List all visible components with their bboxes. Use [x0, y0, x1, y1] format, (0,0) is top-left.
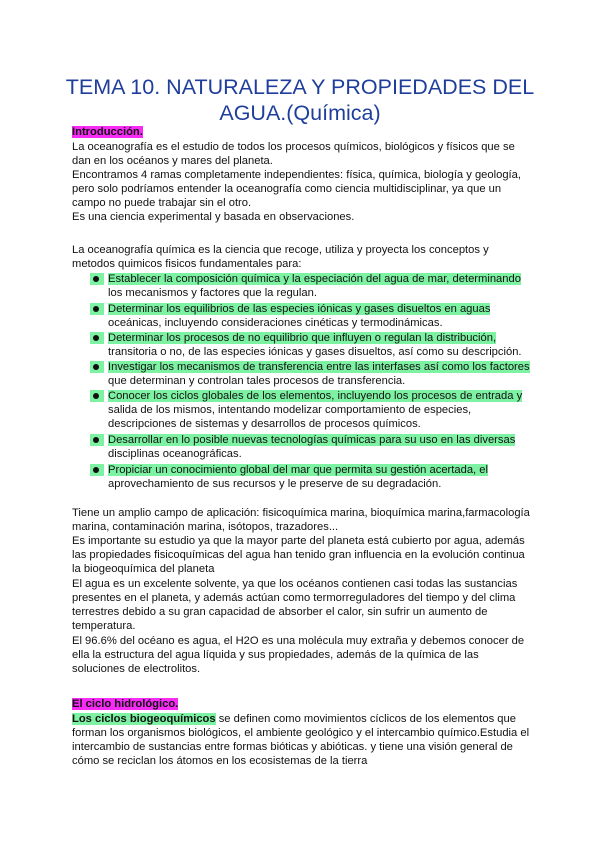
bullet-dot [90, 361, 104, 373]
page-title [60, 74, 540, 126]
section-heading-introduccion: Introducción. [72, 126, 143, 138]
intro-line: campo no puede trabajar sin el otro. [72, 197, 252, 209]
bullet-line: Desarrollar en lo posible nuevas tecnologías químicas para su uso en las diversas [108, 434, 516, 446]
ciclo-line: forman los organismos biológicos, el ambiente geológico y el intercambio químico.Estudia el [72, 727, 530, 739]
body-line: El agua es un excelente solvente, ya que los océanos contienen casi todas las sustancias [72, 578, 518, 590]
bullet-dot [90, 273, 104, 285]
bullet-line: los mecanismos y factores que la regulan. [108, 287, 317, 299]
para2-line: metodos quimicos fisicos fundamentales para: [72, 258, 302, 270]
body-line: marina, contaminación marina, isótopos, trazadores... [72, 521, 339, 533]
bullet-line: aprovechamiento de sus recursos y le preserve de su degradación. [108, 478, 442, 490]
bullet-line: disciplinas oceanográficas. [108, 448, 242, 460]
body-line: la biogeoquímica del planeta [72, 563, 215, 575]
bullet-line: Determinar los procesos de no equilibrio que influyen o regulan la distribución, [108, 332, 497, 344]
bullet-line: que determinan y controlan tales procesos de transferencia. [108, 375, 406, 387]
body-line: las propiedades fisicoquímicas del agua han tenido gran influencia en la evolución continua [72, 549, 525, 561]
body-line: presentes en el planeta, y además actúan como termorreguladores del tiempo y del clima [72, 592, 516, 604]
body-line: temperatura. [72, 620, 136, 632]
bullet-dot [90, 464, 104, 476]
body-line: El 96.6% del océano es agua, el H2O es una molécula muy extraña y debemos conocer de [72, 635, 525, 647]
body-line: terrestres debido a su gran capacidad de absorber el calor, sin sufrir un aumento de [72, 606, 488, 618]
intro-line: Encontramos 4 ramas completamente independientes: física, química, biología y geología, [72, 169, 521, 181]
title-line-2: AGUA.(Química) [219, 101, 381, 125]
body-line: Tiene un amplio campo de aplicación: fisicoquímica marina, bioquímica marina,farmacología [72, 507, 530, 519]
body-line: Es importante su estudio ya que la mayor parte del planeta está cubierto por agua, además [72, 535, 525, 547]
intro-line: La oceanografía es el estudio de todos los procesos químicos, biológicos y físicos que se [72, 141, 515, 153]
bullet-dot [90, 332, 104, 344]
bullet-line: oceánicas, incluyendo consideraciones cinéticas y termodinámicas. [108, 317, 443, 329]
bullet-line: Establecer la composición química y la especiación del agua de mar, determinando [108, 273, 521, 285]
ciclo-first-line: Los ciclos biogeoquímicos se definen como movimientos cíclicos de los elementos que [72, 713, 516, 725]
title-line-1: TEMA 10. NATURALEZA Y PROPIEDADES DEL [65, 75, 535, 99]
bullet-line: Investigar los mecanismos de transferencia entre las interfases así como los factores [108, 361, 530, 373]
bullet-line: Conocer los ciclos globales de los elementos, incluyendo los procesos de entrada y [108, 390, 523, 402]
bullet-line: salida de los mismos, intentando modelizar comportamiento de especies, [108, 404, 472, 416]
ciclo-line: intercambio de sustancias entre formas bióticas y abióticas. y tiene una visión general de [72, 741, 513, 753]
intro-line: dan en los océanos y mares del planeta. [72, 155, 273, 167]
bullet-line: descripciones de sistemas y desarrollos de procesos químicos. [108, 418, 421, 430]
bullet-line: Determinar los equilibrios de las especies iónicas y gases disueltos en aguas [108, 303, 491, 315]
bullet-line: transitoria o no, de las especies iónicas y gases disueltos, así como su descripción. [108, 346, 522, 358]
para2-line: La oceanografía química es la ciencia que recoge, utiliza y proyecta los conceptos y [72, 244, 489, 256]
body-line: ella la estructura del agua líquida y sus propiedades, además de la química de las [72, 649, 479, 661]
section-heading-ciclo: El ciclo hidrológico. [72, 698, 179, 710]
body-line: soluciones de electrolitos. [72, 663, 201, 675]
intro-line: pero solo podríamos entender la oceanografía como ciencia multidisciplinar, ya que un [72, 183, 502, 195]
bullet-dot [90, 434, 104, 446]
bullet-dot [90, 303, 104, 315]
term-ciclos-biogeoquimicos: Los ciclos biogeoquímicos [72, 713, 216, 725]
ciclo-line: cómo se reciclan los átomos en los ecosistemas de la tierra [72, 755, 368, 767]
bullet-line: Propiciar un conocimiento global del mar que permita su gestión acertada, el [108, 464, 488, 476]
bullet-dot [90, 390, 104, 402]
intro-line: Es una ciencia experimental y basada en observaciones. [72, 211, 355, 223]
